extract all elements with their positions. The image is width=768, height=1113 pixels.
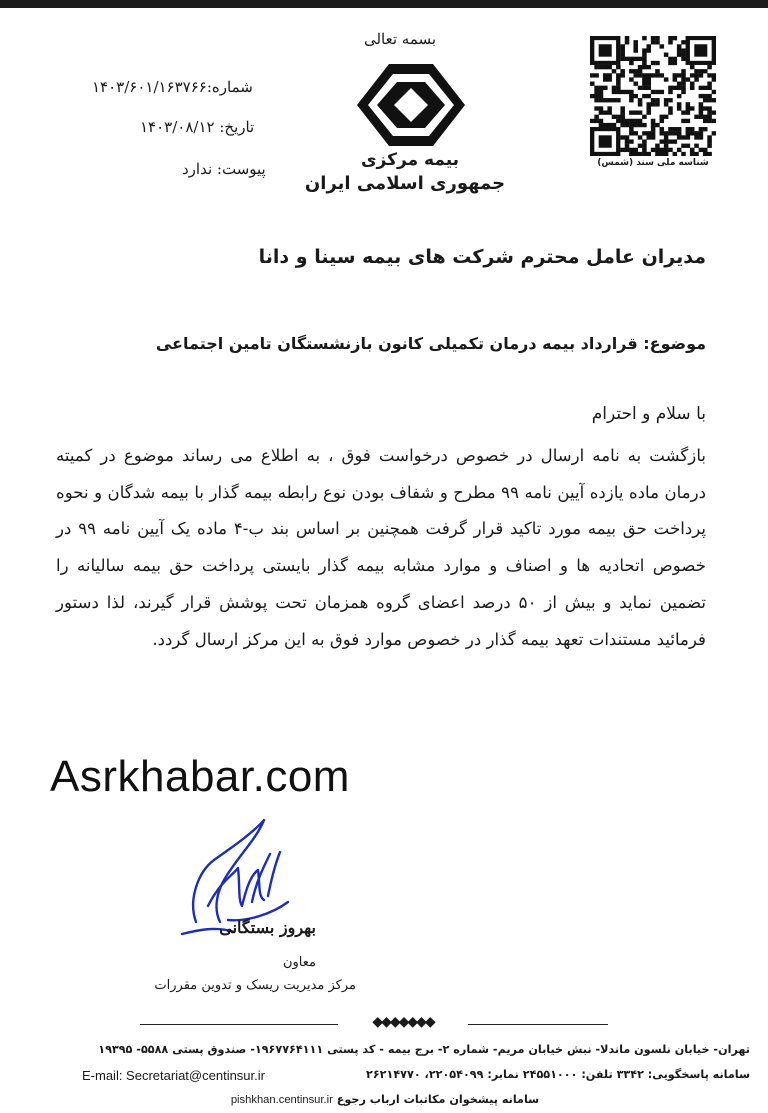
letter-body: بازگشت به نامه ارسال در خصوص درخواست فوق ، به اطلاع می رساند موضوع در کمیته درمان ماده یازده آیین نامه ۹۹ مطرح و شفاف بودن نوع رابطه بیمه گذار با بیمه شدگان و نحوه پرداخت حق بیمه مورد تاکید قرار گرفت همچنین بر اساس بند ب-۴ ماده یک آیین نامه ۹۹ در خصوص اتحادیه ها و اصناف و موارد مشابه بیمه گذار بایستی پرداخت حق بیمه سالیانه را تضمین نماید و بیش از ۵۰ درصد اعضای گروه همزمان تحت پوشش قرار گیرند، لذا دستور فرمائید مستندات تعهد بیمه گذار در خصوص موارد فوق به این مرکز ارسال گردد. — [56, 446, 706, 649]
top-border — [0, 0, 768, 8]
org-name-line2: جمهوری اسلامی ایران — [304, 173, 506, 194]
central-insurance-logo-icon — [355, 62, 467, 148]
letter-attachment: پیوست: ندارد — [182, 160, 266, 178]
footer-address: تهران- خیابان نلسون ماندلا- نبش خیابان مریم- شماره ۲- برج بیمه - کد پستی ۱۹۶۷۷۶۴۱۱۱- صندوق پستی ۵۵۸۸- ۱۹۳۹۵ — [98, 1043, 750, 1056]
footer-portal-url[interactable]: pishkhan.centinsur.ir — [230, 1094, 333, 1106]
greeting-line: با سلام و احترام — [591, 404, 706, 424]
footer-email: E-mail: Secretariat@centinsur.ir — [82, 1068, 265, 1083]
footer-portal-label: سامانه پیشخوان مکاتبات ارباب رجوع — [336, 1093, 540, 1106]
signer-unit: مرکز مدیریت ریسک و تدوین مقررات — [154, 978, 356, 993]
footer-ornament: ◆◆◆◆◆◆◆ — [338, 1014, 468, 1036]
signer-title: معاون — [282, 955, 316, 970]
letter-number: شماره:۱۴۰۳/۶۰۱/۱۶۳۷۶۶ — [92, 78, 253, 96]
qr-caption: شناسه ملی سند (شمس) — [597, 158, 709, 168]
site-watermark: Asrkhabar.com — [50, 752, 350, 801]
org-name-line1: بیمه مرکزی — [360, 150, 460, 170]
signer-name: بهروز بستگانی — [219, 918, 316, 937]
footer-contact: سامانه پاسخگویی: ۳۳۴۲ تلفن: ۲۴۵۵۱۰۰۰ نمابر: ۲۲۰۵۴۰۹۹، ۲۶۲۱۴۷۷۰ — [366, 1068, 750, 1081]
recipient-line: مدیران عامل محترم شرکت های بیمه سینا و دانا — [258, 246, 706, 268]
letter-date: تاریخ: ۱۴۰۳/۰۸/۱۲ — [140, 118, 255, 136]
footer-portal-row — [230, 1093, 540, 1106]
bismillah-heading: بسمه تعالی — [363, 30, 437, 48]
qr-code-icon — [590, 36, 716, 156]
subject-line: موضوع: قرارداد بیمه درمان تکمیلی کانون بازنشستگان تامین اجتماعی — [155, 334, 706, 353]
